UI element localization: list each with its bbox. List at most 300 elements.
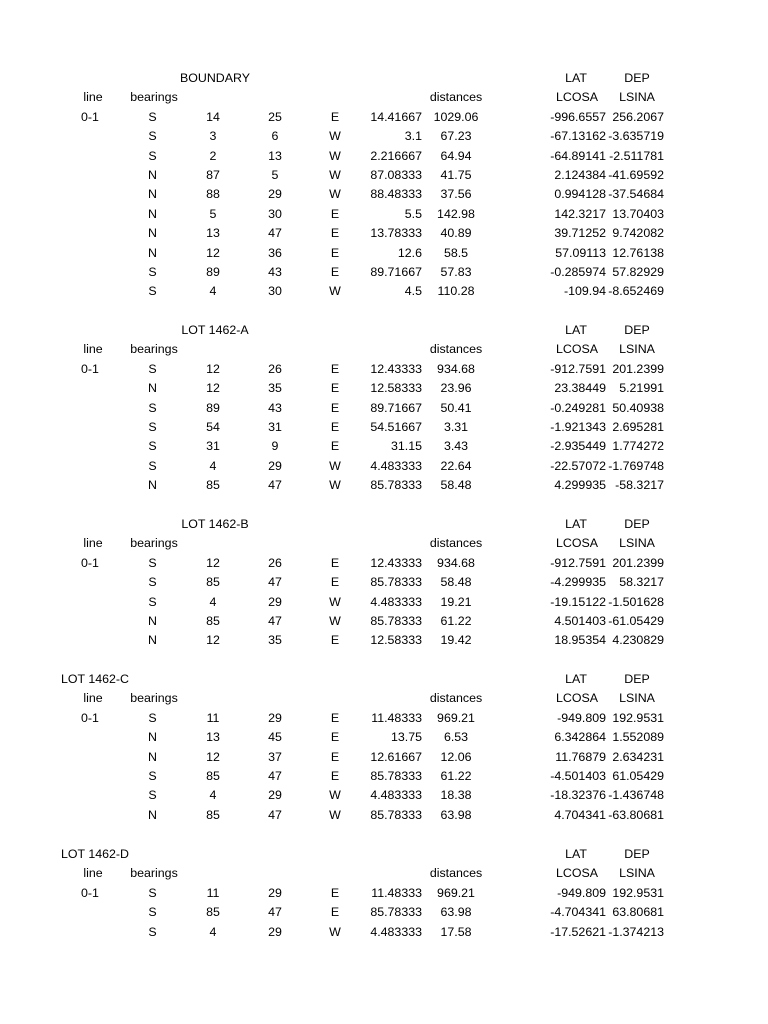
degrees-cell: 4 (209, 284, 217, 299)
minutes-cell: 25 (268, 109, 282, 124)
line-cell (60, 282, 120, 301)
lcosa-cell: -912.7591 (550, 555, 606, 570)
bearing-ns-cell: N (148, 206, 157, 221)
degrees-cell: 87 (206, 168, 220, 182)
bearing-ew-cell: W (329, 458, 341, 473)
distance-cell: 6.53 (443, 730, 469, 745)
lsina-cell: -58.3217 (615, 478, 664, 493)
lsina-cell: -2.511781 (609, 148, 664, 163)
degrees-cell: 5 (209, 206, 217, 221)
bearing-ns-cell: S (148, 575, 157, 590)
bearing-ns-cell: S (148, 885, 157, 900)
line-cell (60, 399, 120, 418)
lcosa-header: LCOSA (555, 90, 598, 105)
lsina-cell: 63.80681 (612, 905, 664, 920)
distance-cell: 57.83 (440, 265, 472, 279)
section-title: LOT 1462-D (61, 847, 129, 861)
minutes-cell: 9 (271, 439, 279, 454)
lcosa-cell: 4.501403 (554, 614, 606, 628)
lsina-header: LSINA (619, 536, 655, 551)
minutes-cell: 5 (271, 168, 279, 182)
distances-header: distances (429, 866, 483, 881)
minutes-cell: 43 (268, 265, 282, 279)
minutes-cell: 29 (268, 788, 282, 803)
section-title: LOT 1462-A (181, 323, 249, 337)
bearing-ew-cell: E (330, 381, 340, 396)
degrees-cell: 85 (206, 478, 220, 493)
bearing-ns-cell: S (148, 284, 157, 299)
bearing-ew-cell: E (330, 730, 340, 745)
lsina-cell: 256.2067 (612, 109, 664, 124)
bearing-ew-cell: W (329, 168, 341, 182)
distance-cell: 19.21 (440, 594, 472, 609)
distance-cell: 969.21 (437, 885, 475, 900)
minutes-cell: 47 (268, 769, 282, 783)
dep-header: DEP (624, 323, 650, 337)
decimal-angle-cell: 11.48333 (371, 885, 422, 900)
distance-cell: 61.22 (440, 614, 472, 628)
distance-cell: 63.98 (440, 905, 472, 920)
lcosa-cell: -996.6557 (550, 109, 606, 124)
distance-cell: 64.94 (440, 148, 472, 163)
bearing-ns-cell: N (148, 226, 157, 241)
lcosa-cell: -19.15122 (550, 594, 606, 609)
bearing-ns-cell: S (148, 788, 157, 803)
bearings-header: bearings (130, 866, 178, 881)
bearing-ns-cell: N (148, 730, 157, 745)
line-header: line (83, 536, 103, 551)
line-cell (60, 612, 120, 631)
degrees-cell: 4 (209, 788, 217, 803)
bearings-header: bearings (130, 342, 178, 357)
bearing-ns-cell: S (148, 109, 157, 124)
lcosa-header: LCOSA (555, 691, 598, 706)
distance-cell: 63.98 (440, 807, 472, 822)
bearing-ns-cell: S (148, 148, 157, 163)
minutes-cell: 35 (268, 381, 282, 396)
minutes-cell: 31 (268, 420, 282, 434)
lcosa-cell: -18.32376 (550, 788, 606, 803)
decimal-angle-cell: 12.58333 (370, 633, 422, 648)
bearing-ns-cell: N (148, 478, 157, 493)
decimal-angle-cell: 87.08333 (370, 168, 422, 182)
lsina-cell: 192.9531 (612, 710, 664, 725)
lsina-cell: -1.501628 (608, 594, 664, 609)
distance-cell: 41.75 (440, 168, 472, 182)
degrees-cell: 3 (209, 129, 217, 144)
decimal-angle-cell: 4.5 (404, 284, 422, 299)
lsina-cell: 61.05429 (612, 769, 664, 783)
line-cell (60, 244, 120, 263)
bearings-header: bearings (130, 90, 178, 105)
line-cell (60, 631, 120, 650)
lat-header: LAT (565, 323, 587, 337)
distance-cell: 3.43 (443, 439, 469, 454)
minutes-cell: 29 (268, 924, 282, 939)
line-cell: 0-1 (81, 555, 99, 570)
bearing-ew-cell: E (330, 420, 340, 434)
bearing-ew-cell: E (330, 361, 340, 376)
lcosa-cell: -22.57072 (550, 458, 606, 473)
bearing-ns-cell: N (148, 633, 157, 648)
lsina-cell: 57.82929 (612, 265, 664, 279)
decimal-angle-cell: 85.78333 (370, 905, 422, 920)
line-cell (60, 457, 120, 476)
bearing-ns-cell: S (148, 905, 157, 920)
decimal-angle-cell: 5.5 (404, 206, 422, 221)
distance-cell: 934.68 (437, 361, 475, 376)
distance-cell: 1029.06 (433, 109, 479, 124)
lsina-cell: 1.774272 (612, 439, 664, 454)
bearing-ns-cell: N (148, 168, 157, 182)
bearing-ew-cell: E (330, 206, 340, 221)
minutes-cell: 47 (268, 575, 282, 590)
minutes-cell: 30 (268, 284, 282, 299)
minutes-cell: 36 (268, 245, 282, 260)
lcosa-cell: -1.921343 (550, 420, 606, 434)
minutes-cell: 13 (268, 148, 282, 163)
minutes-cell: 47 (268, 905, 282, 920)
distance-cell: 969.21 (437, 710, 475, 725)
line-cell (60, 748, 120, 767)
distance-cell: 58.48 (440, 575, 472, 590)
degrees-cell: 14 (206, 109, 220, 124)
bearing-ns-cell: S (148, 924, 157, 939)
bearing-ew-cell: E (330, 226, 340, 241)
bearing-ew-cell: W (329, 148, 341, 163)
lcosa-cell: -949.809 (557, 885, 606, 900)
minutes-cell: 29 (268, 885, 282, 900)
distance-cell: 23.96 (440, 381, 472, 396)
line-cell (60, 437, 120, 456)
degrees-cell: 12 (206, 555, 220, 570)
decimal-angle-cell: 4.483333 (370, 788, 422, 803)
lcosa-cell: 57.09113 (555, 245, 606, 260)
line-cell (60, 224, 120, 243)
bearing-ew-cell: W (329, 924, 341, 939)
lcosa-cell: -109.94 (563, 284, 606, 299)
degrees-cell: 4 (209, 924, 217, 939)
degrees-cell: 85 (206, 769, 220, 783)
bearing-ns-cell: S (148, 361, 157, 376)
minutes-cell: 35 (268, 633, 282, 648)
minutes-cell: 45 (268, 730, 282, 745)
decimal-angle-cell: 14.41667 (370, 109, 422, 124)
decimal-angle-cell: 13.75 (390, 730, 422, 745)
line-cell (60, 593, 120, 612)
decimal-angle-cell: 12.43333 (370, 555, 422, 570)
section-title: LOT 1462-C (61, 672, 129, 686)
lcosa-cell: 4.704341 (554, 807, 606, 822)
minutes-cell: 26 (268, 361, 282, 376)
lsina-cell: -8.652469 (608, 284, 664, 299)
bearing-ns-cell: N (148, 187, 157, 202)
line-cell (60, 166, 120, 185)
line-cell (60, 728, 120, 747)
line-cell: 0-1 (81, 710, 99, 725)
degrees-cell: 85 (206, 614, 220, 628)
distance-cell: 50.41 (440, 400, 472, 415)
lcosa-cell: -0.285974 (550, 265, 606, 279)
line-cell (60, 205, 120, 224)
lsina-cell: 201.2399 (612, 555, 664, 570)
lsina-cell: 4.230829 (612, 633, 664, 648)
lcosa-cell: 4.299935 (554, 478, 606, 493)
lsina-header: LSINA (619, 691, 655, 706)
lsina-cell: 5.21991 (619, 381, 664, 396)
distance-cell: 58.48 (440, 478, 472, 493)
degrees-cell: 13 (206, 730, 220, 745)
bearing-ns-cell: S (148, 458, 157, 473)
bearing-ns-cell: N (148, 614, 157, 628)
bearing-ns-cell: S (148, 400, 157, 415)
distance-cell: 67.23 (440, 129, 472, 144)
lsina-cell: 9.742082 (612, 226, 664, 241)
bearing-ew-cell: E (330, 400, 340, 415)
line-cell: 0-1 (81, 361, 99, 376)
distances-header: distances (429, 342, 483, 357)
bearing-ew-cell: E (330, 749, 340, 764)
lcosa-cell: 6.342864 (554, 730, 606, 745)
bearing-ns-cell: S (148, 710, 157, 725)
distance-cell: 110.28 (437, 284, 475, 299)
lat-header: LAT (565, 672, 587, 686)
decimal-angle-cell: 12.58333 (370, 381, 422, 396)
lsina-cell: -61.05429 (608, 614, 664, 628)
decimal-angle-cell: 4.483333 (370, 458, 422, 473)
lat-header: LAT (565, 847, 587, 861)
decimal-angle-cell: 85.78333 (370, 575, 422, 590)
line-cell (60, 185, 120, 204)
bearing-ew-cell: W (329, 478, 341, 493)
minutes-cell: 29 (268, 458, 282, 473)
lsina-cell: -1.769748 (608, 458, 664, 473)
decimal-angle-cell: 13.78333 (370, 226, 422, 241)
lcosa-cell: -2.935449 (550, 439, 606, 454)
section-title: BOUNDARY (180, 71, 250, 85)
lcosa-cell: 23.38449 (554, 381, 606, 396)
line-cell (60, 786, 120, 805)
distance-cell: 19.42 (440, 633, 472, 648)
degrees-cell: 88 (206, 187, 220, 202)
decimal-angle-cell: 4.483333 (370, 594, 422, 609)
line-header: line (83, 342, 103, 357)
degrees-cell: 12 (206, 361, 220, 376)
lcosa-cell: 11.76879 (555, 749, 606, 764)
line-cell (60, 903, 120, 922)
decimal-angle-cell: 12.6 (397, 245, 422, 260)
minutes-cell: 43 (268, 400, 282, 415)
bearing-ns-cell: N (148, 807, 157, 822)
lsina-cell: 1.552089 (612, 730, 664, 745)
minutes-cell: 30 (268, 206, 282, 221)
bearing-ew-cell: W (329, 187, 341, 202)
degrees-cell: 4 (209, 594, 217, 609)
minutes-cell: 29 (268, 594, 282, 609)
line-cell (60, 379, 120, 398)
degrees-cell: 12 (206, 245, 220, 260)
bearing-ns-cell: S (148, 769, 157, 783)
minutes-cell: 47 (268, 226, 282, 241)
lcosa-cell: 18.95354 (554, 633, 606, 648)
lsina-cell: 192.9531 (612, 885, 664, 900)
bearing-ew-cell: E (330, 439, 340, 454)
degrees-cell: 12 (206, 633, 220, 648)
line-cell (60, 923, 120, 942)
bearing-ns-cell: N (148, 245, 157, 260)
distance-cell: 18.38 (440, 788, 472, 803)
line-cell (60, 418, 120, 437)
degrees-cell: 12 (206, 381, 220, 396)
distance-cell: 58.5 (443, 245, 469, 260)
decimal-angle-cell: 85.78333 (370, 769, 422, 783)
distance-cell: 37.56 (440, 187, 472, 202)
lcosa-header: LCOSA (555, 536, 598, 551)
distances-header: distances (429, 90, 483, 105)
line-cell (60, 127, 120, 146)
lsina-cell: -3.635719 (608, 129, 664, 144)
bearing-ew-cell: E (330, 555, 340, 570)
bearing-ew-cell: W (329, 129, 341, 144)
lcosa-header: LCOSA (555, 866, 598, 881)
distances-header: distances (429, 536, 483, 551)
minutes-cell: 6 (271, 129, 279, 144)
bearing-ew-cell: E (330, 633, 340, 648)
lsina-cell: -1.374213 (608, 924, 664, 939)
lsina-cell: 50.40938 (612, 400, 664, 415)
lsina-cell: 13.70403 (612, 206, 664, 221)
bearing-ns-cell: S (148, 594, 157, 609)
degrees-cell: 11 (206, 885, 220, 900)
decimal-angle-cell: 4.483333 (370, 924, 422, 939)
lsina-cell: -1.436748 (608, 788, 664, 803)
decimal-angle-cell: 12.43333 (370, 361, 422, 376)
bearing-ns-cell: S (148, 555, 157, 570)
dep-header: DEP (624, 71, 650, 85)
line-header: line (83, 691, 103, 706)
lsina-cell: -37.54684 (608, 187, 664, 202)
degrees-cell: 11 (206, 710, 220, 725)
bearing-ew-cell: E (330, 769, 340, 783)
degrees-cell: 13 (206, 226, 220, 241)
bearing-ew-cell: E (330, 575, 340, 590)
line-header: line (83, 90, 103, 105)
bearing-ew-cell: W (329, 284, 341, 299)
minutes-cell: 47 (268, 807, 282, 822)
lat-header: LAT (565, 517, 587, 531)
decimal-angle-cell: 11.48333 (371, 710, 422, 725)
bearing-ns-cell: S (148, 265, 157, 279)
minutes-cell: 29 (268, 187, 282, 202)
decimal-angle-cell: 85.78333 (370, 478, 422, 493)
lcosa-cell: -912.7591 (550, 361, 606, 376)
decimal-angle-cell: 2.216667 (370, 148, 422, 163)
line-cell: 0-1 (81, 109, 99, 124)
lcosa-cell: -0.249281 (550, 400, 606, 415)
decimal-angle-cell: 89.71667 (370, 400, 422, 415)
distance-cell: 40.89 (440, 226, 472, 241)
minutes-cell: 47 (268, 478, 282, 493)
bearing-ew-cell: E (330, 265, 340, 279)
decimal-angle-cell: 54.51667 (370, 420, 422, 434)
lcosa-cell: -949.809 (557, 710, 606, 725)
bearing-ew-cell: W (329, 614, 341, 628)
line-cell (60, 806, 120, 825)
decimal-angle-cell: 89.71667 (370, 265, 422, 279)
minutes-cell: 29 (268, 710, 282, 725)
line-cell (60, 147, 120, 166)
bearing-ns-cell: S (148, 420, 157, 434)
bearing-ns-cell: S (148, 129, 157, 144)
bearing-ew-cell: W (329, 807, 341, 822)
lcosa-cell: 39.71252 (554, 226, 606, 241)
decimal-angle-cell: 3.1 (404, 129, 422, 144)
lcosa-cell: -4.704341 (550, 905, 606, 920)
distance-cell: 3.31 (443, 420, 469, 434)
distance-cell: 17.58 (440, 924, 472, 939)
degrees-cell: 31 (206, 439, 220, 454)
degrees-cell: 89 (206, 265, 220, 279)
dep-header: DEP (624, 847, 650, 861)
lcosa-header: LCOSA (555, 342, 598, 357)
degrees-cell: 4 (209, 458, 217, 473)
bearing-ew-cell: E (330, 885, 340, 900)
distances-header: distances (429, 691, 483, 706)
degrees-cell: 2 (209, 148, 217, 163)
line-cell: 0-1 (81, 885, 99, 900)
bearing-ns-cell: N (148, 381, 157, 396)
line-cell (60, 767, 120, 786)
degrees-cell: 85 (206, 575, 220, 590)
line-cell (60, 573, 120, 592)
dep-header: DEP (624, 672, 650, 686)
line-header: line (83, 866, 103, 881)
line-cell (60, 263, 120, 282)
lcosa-cell: -4.501403 (550, 769, 606, 783)
distance-cell: 934.68 (437, 555, 475, 570)
decimal-angle-cell: 12.61667 (370, 749, 422, 764)
lcosa-cell: -17.52621 (550, 924, 606, 939)
distance-cell: 12.06 (440, 749, 472, 764)
lsina-cell: 58.3217 (619, 575, 664, 590)
distance-cell: 142.98 (437, 206, 475, 221)
bearing-ns-cell: S (148, 439, 157, 454)
line-cell (60, 476, 120, 495)
bearing-ew-cell: E (330, 710, 340, 725)
distance-cell: 22.64 (440, 458, 472, 473)
lsina-cell: 2.634231 (612, 749, 664, 764)
degrees-cell: 89 (206, 400, 220, 415)
lcosa-cell: -64.89141 (550, 148, 606, 163)
lcosa-cell: 2.124384 (554, 168, 606, 182)
section-title: LOT 1462-B (181, 517, 249, 531)
decimal-angle-cell: 31.15 (390, 439, 422, 454)
lsina-header: LSINA (619, 90, 655, 105)
lsina-header: LSINA (619, 342, 655, 357)
decimal-angle-cell: 85.78333 (370, 614, 422, 628)
bearing-ns-cell: N (148, 749, 157, 764)
bearings-header: bearings (130, 536, 178, 551)
bearings-header: bearings (130, 691, 178, 706)
lsina-cell: -41.69592 (608, 168, 664, 182)
degrees-cell: 54 (206, 420, 220, 434)
minutes-cell: 37 (268, 749, 282, 764)
bearing-ew-cell: W (329, 594, 341, 609)
lcosa-cell: -67.13162 (550, 129, 606, 144)
lsina-cell: 2.695281 (612, 420, 664, 434)
lsina-cell: 201.2399 (612, 361, 664, 376)
bearing-ew-cell: E (330, 245, 340, 260)
